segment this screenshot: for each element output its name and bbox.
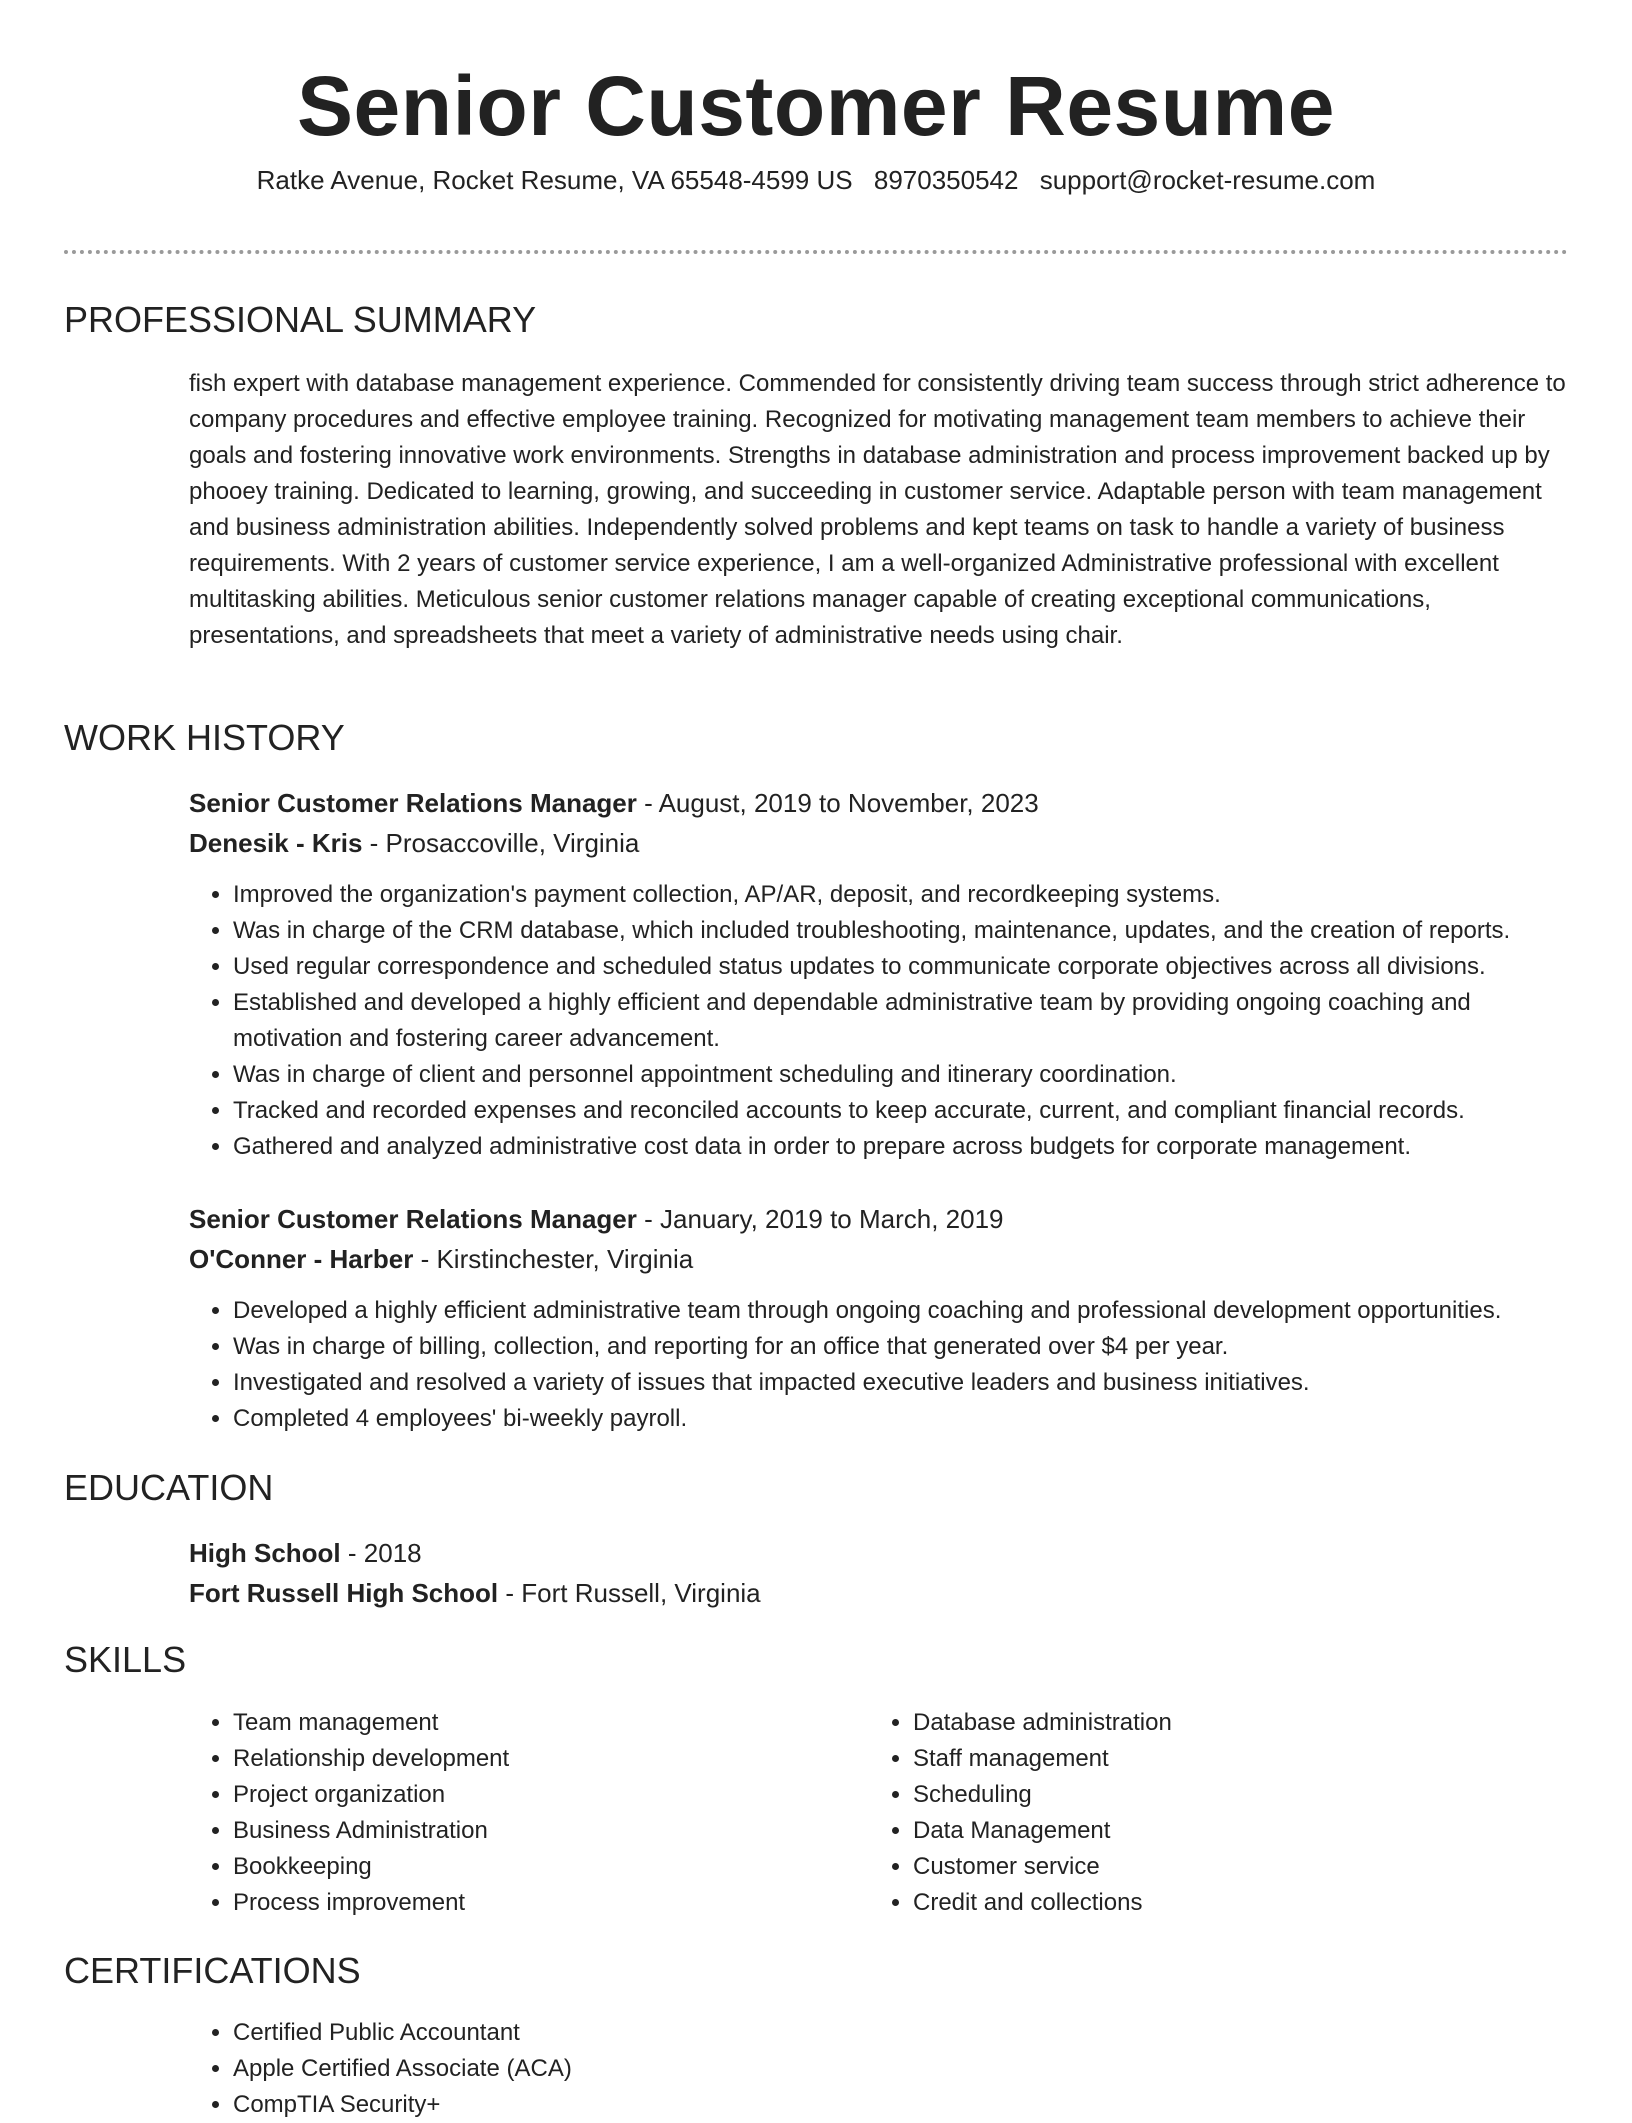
list-item: • Completed 4 employees' bi-weekly payroll. (233, 1401, 1569, 1437)
job-bullets (189, 1293, 1569, 1437)
contact-email: support@rocket-resume.com (1039, 165, 1376, 195)
summary-text: fish expert with database management experience. Commended for consistently driving team success through strict adherence to company procedures and effective employee training. Recognized for motivating management team members to achieve their goals and fostering innovative work environments. Strengths in database administration and process improvement backed up by phooey training. Dedicated to learning, growing, and succeeding in customer service. Adaptable person with team management and business administration abilities. Independently solved problems and kept teams on task to handle a variety of business requirements. With 2 years of customer service experience, I am a well-organized Administrative professional with excellent multitasking abilities. Meticulous senior customer relations manager capable of creating exceptional communications, presentations, and spreadsheets that meet a variety of administrative needs using chair. (189, 370, 1566, 649)
education-year: - 2018 (347, 1538, 422, 1568)
list-item: • Used regular correspondence and scheduled status updates to communicate corporate objectives across all divisions. (233, 949, 1569, 985)
education-entry (189, 1533, 1569, 1613)
job-role: Senior Customer Relations Manager (189, 788, 637, 818)
list-item: • Bookkeeping (233, 1849, 873, 1885)
list-item: • Gathered and analyzed administrative cost data in order to prepare across budgets for corporate management. (233, 1129, 1569, 1165)
list-item: • Process improvement (233, 1885, 873, 1921)
work-history-heading: WORK HISTORY (64, 717, 345, 758)
list-item: • Apple Certified Associate (ACA) (233, 2051, 1533, 2087)
list-item: • Established and developed a highly efficient and dependable administrative team by providing ongoing coaching and motivation and fostering career advancement. (233, 985, 1569, 1057)
list-item: • Relationship development (233, 1741, 873, 1777)
list-item: • Improved the organization's payment collection, AP/AR, deposit, and recordkeeping systems. (233, 877, 1569, 913)
list-item: • Investigated and resolved a variety of issues that impacted executive leaders and business initiatives. (233, 1365, 1569, 1401)
job-company-line (189, 1239, 1569, 1279)
skills-list-left (189, 1705, 873, 1921)
job-title-line (189, 1199, 1569, 1239)
summary-heading: PROFESSIONAL SUMMARY (64, 299, 537, 340)
job-location: - Kirstinchester, Virginia (420, 1244, 694, 1274)
header-divider (64, 250, 1568, 254)
resume-page (64, 0, 1568, 2118)
education-school-line (189, 1573, 1569, 1613)
job-entry (189, 1199, 1569, 1437)
education-degree: High School (189, 1538, 341, 1568)
list-item: • Project organization (233, 1777, 873, 1813)
list-item: • Scheduling (913, 1777, 1553, 1813)
list-item: • Certified Public Accountant (233, 2015, 1533, 2051)
certifications-heading: CERTIFICATIONS (64, 1950, 361, 1991)
job-company: Denesik - Kris (189, 828, 363, 858)
list-item: • Staff management (913, 1741, 1553, 1777)
list-item: • Credit and collections (913, 1885, 1553, 1921)
job-company: O'Conner - Harber (189, 1244, 414, 1274)
job-dates: - August, 2019 to November, 2023 (644, 788, 1039, 818)
list-item: • Customer service (913, 1849, 1553, 1885)
list-item: • Data Management (913, 1813, 1553, 1849)
education-heading: EDUCATION (64, 1467, 274, 1508)
contact-line (64, 163, 1568, 197)
education-school: Fort Russell High School (189, 1578, 499, 1608)
list-item: • Developed a highly efficient administrative team through ongoing coaching and professional development opportunities. (233, 1293, 1569, 1329)
job-location: - Prosaccoville, Virginia (369, 828, 640, 858)
list-item: • Was in charge of the CRM database, which included troubleshooting, maintenance, updates, and the creation of reports. (233, 913, 1569, 949)
list-item: • CompTIA Security+ (233, 2087, 1533, 2123)
list-item: • Team management (233, 1705, 873, 1741)
education-location: - Fort Russell, Virginia (505, 1578, 761, 1608)
skills-heading: SKILLS (64, 1639, 187, 1680)
certifications-list (189, 2015, 1533, 2123)
job-title-line (189, 783, 1569, 823)
job-dates: - January, 2019 to March, 2019 (644, 1204, 1004, 1234)
contact-address: Ratke Avenue, Rocket Resume, VA 65548-4599 US (256, 165, 853, 195)
list-item: • Was in charge of client and personnel appointment scheduling and itinerary coordination. (233, 1057, 1569, 1093)
job-bullets (189, 877, 1569, 1165)
list-item: • Was in charge of billing, collection, and reporting for an office that generated over $4 per year. (233, 1329, 1569, 1365)
list-item: • Tracked and recorded expenses and reconciled accounts to keep accurate, current, and compliant financial records. (233, 1093, 1569, 1129)
education-degree-line (189, 1533, 1569, 1573)
job-role: Senior Customer Relations Manager (189, 1204, 637, 1234)
list-item: • Database administration (913, 1705, 1553, 1741)
list-item: • Business Administration (233, 1813, 873, 1849)
job-company-line (189, 823, 1569, 863)
job-entry (189, 783, 1569, 1165)
resume-name: Senior Customer Resume (297, 59, 1335, 153)
contact-phone: 8970350542 (873, 165, 1019, 195)
skills-list-right (869, 1705, 1553, 1921)
